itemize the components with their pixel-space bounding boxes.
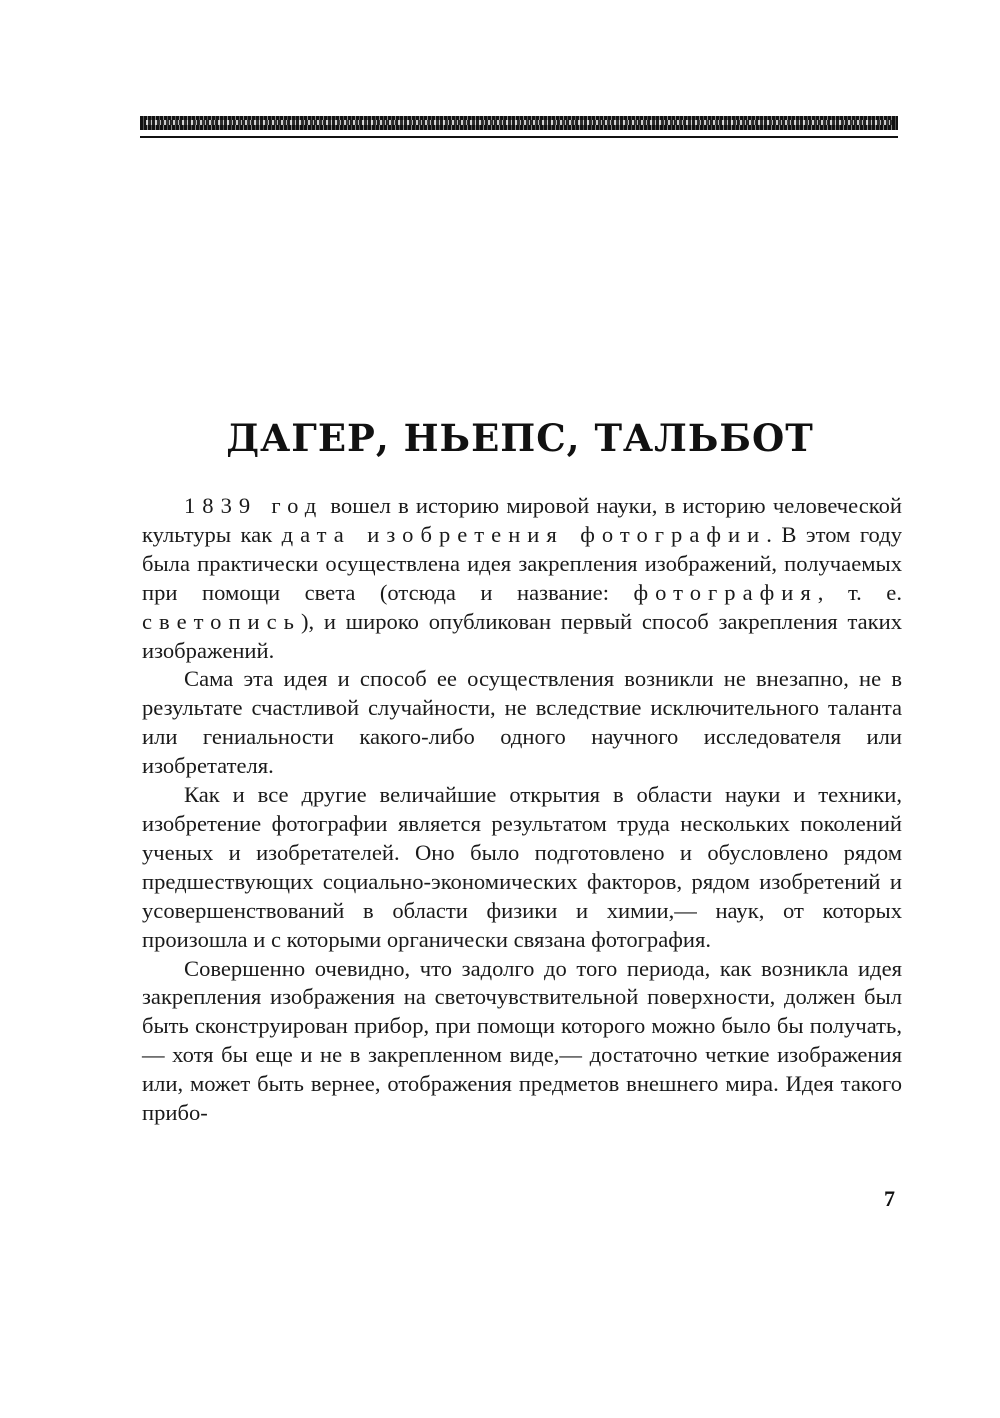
chapter-title: ДАГЕР, НЬЕПС, ТАЛЬБОТ xyxy=(226,416,814,460)
paragraph-2: Сама эта идея и способ ее осуществления возникли не внезапно, не в результате счастливой случайности, не вследствие исключительного таланта или гениальности какого-либо одного научного исследователя или изобретателя. xyxy=(142,666,902,779)
body-text xyxy=(142,492,902,1128)
spaced-emphasis-invention: дата изобретения фотографии xyxy=(281,521,767,547)
page-number: 7 xyxy=(884,1186,895,1211)
paragraph-1-text-4: ), и широко опубликован первый способ закрепления таких изображений. xyxy=(142,608,902,663)
ornamental-header-rule xyxy=(140,116,898,146)
paragraph-3: Как и все другие величайшие открытия в области науки и техники, изобретение фотографии является результатом труда нескольких поколений ученых и изобретателей. Оно было подготовлено и обусловлено рядом предшествующих социально-экономических факторов, рядом изобретений и усовершенствований в области физики и химии,— наук, от которых произошла и с которыми органически связана фотография. xyxy=(142,782,902,952)
spaced-emphasis-year: 1839 год xyxy=(184,493,324,518)
spaced-emphasis-lightwriting: светопись xyxy=(142,608,301,634)
spaced-emphasis-photography: фотография xyxy=(633,579,818,605)
paragraph-1 xyxy=(142,492,902,665)
paragraph-4: Совершенно очевидно, что задолго до того периода, как возникла идея закрепления изображения на светочувствительной поверхности, должен был быть сконструирован прибор, при помощи которого можно было бы получать,— хотя бы еще и не в закрепленном виде,— достаточно четкие изображения или, может быть вернее, отображения предметов внешнего мира. Идея такого прибо- xyxy=(142,955,902,1126)
paragraph-1-text-1: вошел в историю мировой науки, в историю человеческой культуры как xyxy=(142,493,902,547)
header-underline xyxy=(140,136,898,138)
paragraph-1-text-2: . В этом году была практически осуществлена идея закрепления изображений, получаемых при помощи света (отсюда и название: xyxy=(142,521,902,605)
ornamental-band-pattern xyxy=(146,120,892,125)
paragraph-1-text-3: , т. е. xyxy=(817,579,902,605)
